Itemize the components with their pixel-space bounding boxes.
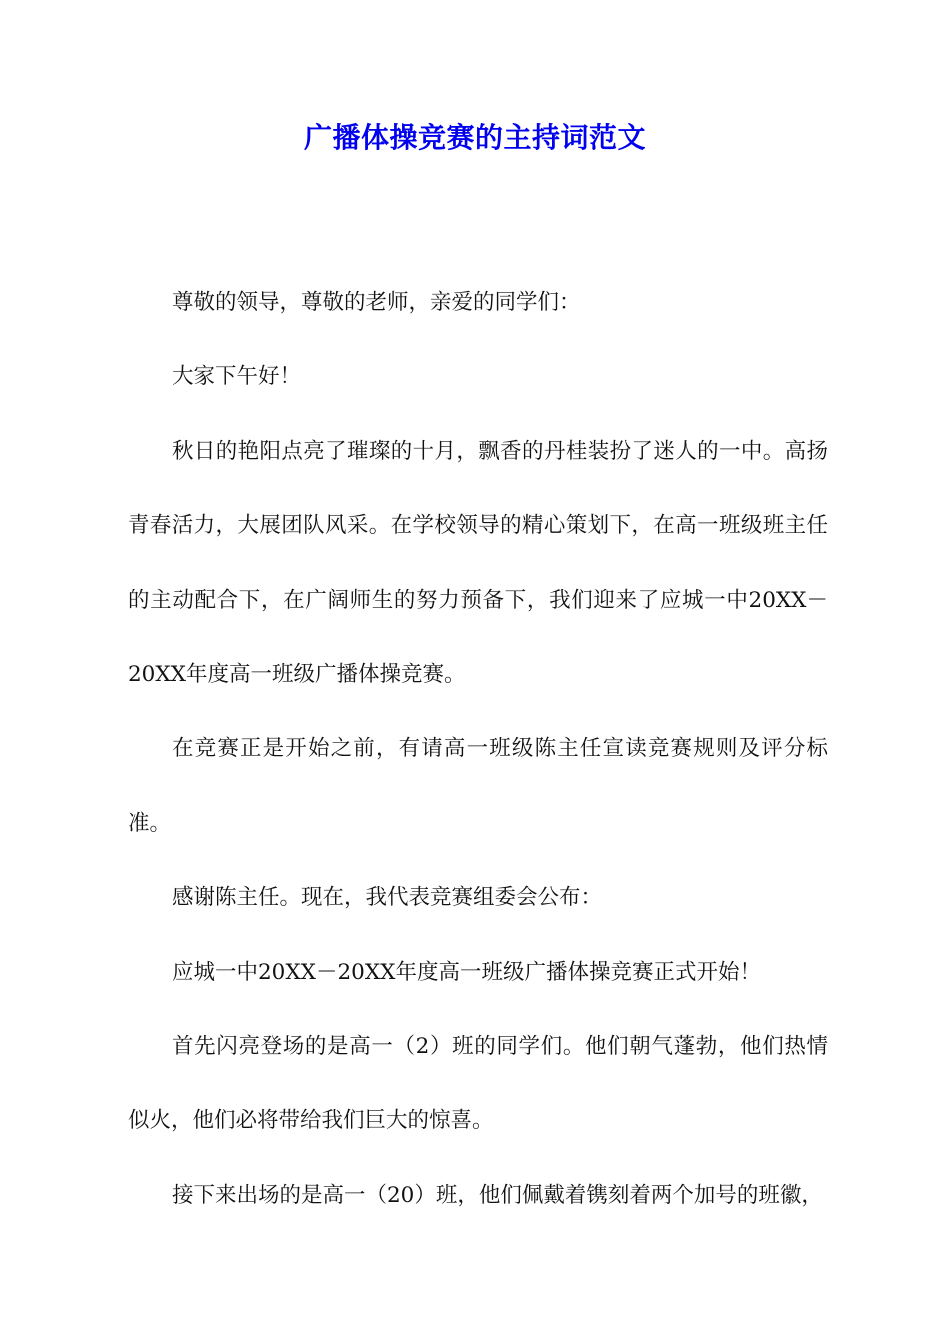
paragraph-opening: 秋日的艳阳点亮了璀璨的十月，飘香的丹桂装扮了迷人的一中。高扬青春活力，大展团队风采。在学校领导的精心策划下，在高一班级班主任的主动配合下，在广阔师生的努力预备下，我们迎来了应城一中20XX－20XX年度高一班级广播体操竞赛。	[128, 438, 828, 688]
paragraph-class-20: 接下来出场的是高一（20）班，他们佩戴着镌刻着两个加号的班徽，	[172, 1182, 823, 1208]
paragraph-rules-invitation: 在竞赛正是开始之前，有请高一班级陈主任宣读竞赛规则及评分标准。	[128, 736, 828, 836]
paragraph-start-announcement: 应城一中20XX－20XX年度高一班级广播体操竞赛正式开始！	[172, 959, 761, 985]
document-title: 广播体操竞赛的主持词范文	[303, 121, 646, 154]
paragraph-greeting: 尊敬的领导，尊敬的老师，亲爱的同学们：	[172, 290, 581, 315]
paragraph-class-2: 首先闪亮登场的是高一（2）班的同学们。他们朝气蓬勃，他们热情似火，他们必将带给我们巨大的惊喜。	[128, 1034, 828, 1134]
paragraph-thanks: 感谢陈主任。现在，我代表竞赛组委会公布：	[172, 885, 603, 911]
paragraph-good-afternoon: 大家下午好！	[172, 364, 302, 390]
document-body	[128, 266, 828, 1233]
